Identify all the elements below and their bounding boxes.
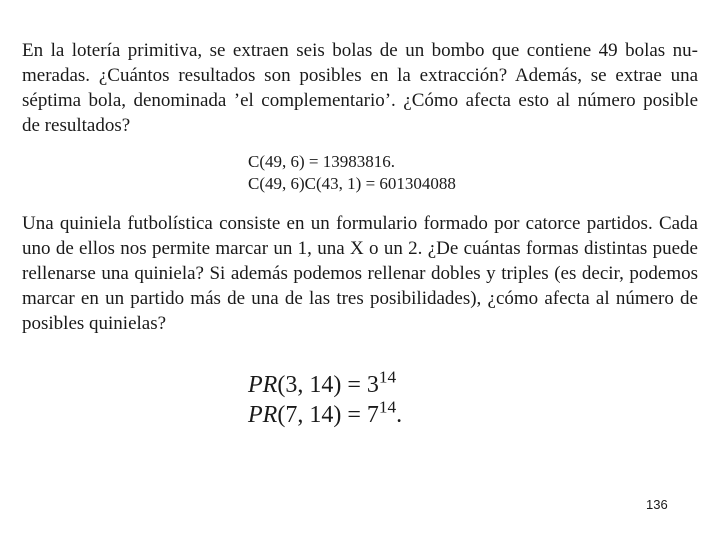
problem-lottery-line: séptima bola, denominada ’el complementario’. ¿Cómo afecta esto al número posible (22, 90, 698, 111)
problem-quiniela-line: uno de ellos nos permite marcar un 1, una X o un 2. ¿De cuántas formas distintas puede (22, 238, 698, 259)
equation-args: (7, 14) = 7 (277, 402, 379, 428)
problem-quiniela-line: Una quiniela futbolística consiste en un formulario formado por catorce partidos. Cada (22, 213, 698, 234)
problem-lottery-line: de resultados? (22, 115, 131, 136)
problem-lottery-line: meradas. ¿Cuántos resultados son posibles en la extracción? Además, se extrae una (22, 65, 698, 86)
equation-combinations-complementary (248, 173, 456, 195)
equation-combinations (248, 151, 456, 173)
equation-suffix: . (396, 402, 403, 428)
problem-quiniela-text (22, 211, 698, 336)
equation-args: (43, 1) = 601304088 (316, 174, 456, 193)
lottery-solution-equations (248, 151, 456, 195)
function-symbol: C (304, 174, 317, 193)
problem-lottery-line: En la lotería primitiva, se extraen seis bolas de un bombo que contiene 49 bolas nu- (22, 40, 698, 61)
problem-quiniela-line: rellenarse una quiniela? Si además podemos rellenar dobles y triples (es decir, podemos (22, 263, 698, 284)
problem-lottery-text (22, 38, 698, 138)
equation-exponent: 14 (378, 367, 397, 387)
function-symbol: C (248, 174, 260, 193)
quiniela-solution-equations (248, 367, 403, 430)
equation-exponent: 14 (378, 397, 397, 417)
problem-quiniela-line: marcar en un partido más de una de las tres posibilidades), ¿cómo afecta al número de (22, 288, 698, 309)
equation-args: (49, 6) (259, 174, 305, 193)
page-number: 136 (646, 497, 668, 512)
equation-variations-7 (248, 397, 403, 430)
function-symbol: PR (248, 402, 278, 428)
problem-quiniela-line: posibles quinielas? (22, 313, 167, 334)
function-symbol: C (248, 152, 260, 171)
equation-args: (3, 14) = 3 (277, 372, 379, 398)
equation-args: (49, 6) = 13983816. (259, 152, 396, 171)
equation-variations-3 (248, 367, 402, 400)
function-symbol: PR (248, 372, 278, 398)
